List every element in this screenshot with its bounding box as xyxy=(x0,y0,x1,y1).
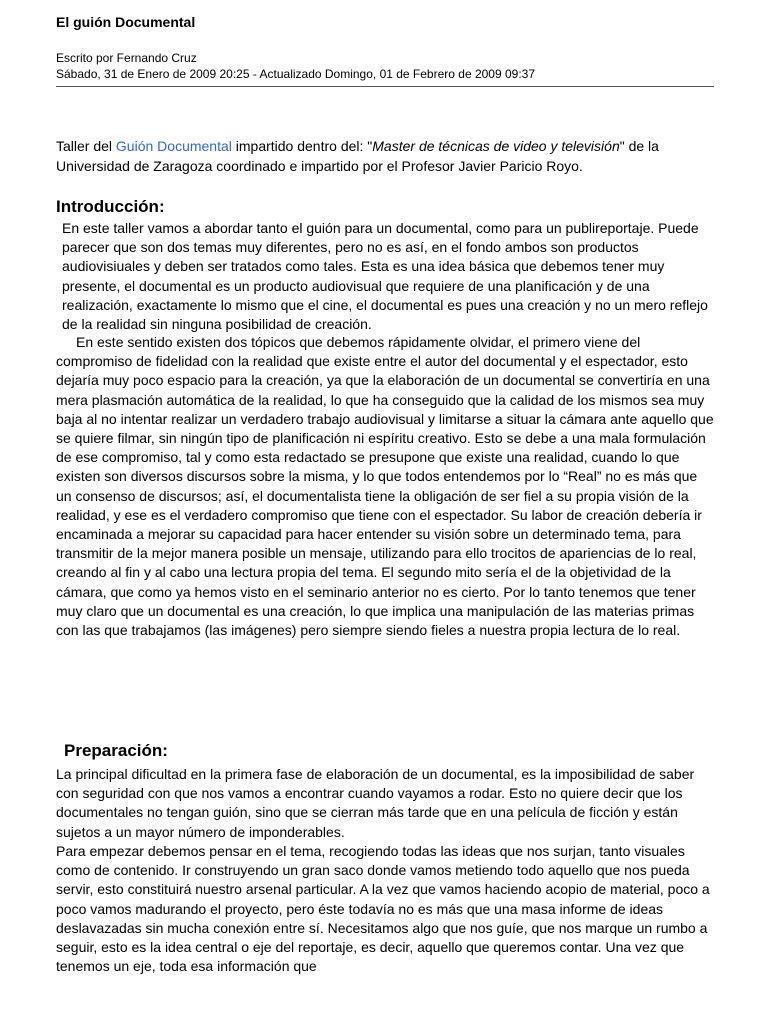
intro-middle: impartido dentro del: " xyxy=(231,138,373,154)
section-heading-introduccion: Introducción: xyxy=(56,197,165,216)
introduccion-text-2: En este sentido existen dos tópicos que debemos rápidamente olvidar, el primero viene del compromiso de fidelidad con la realidad que existe entre el autor del documental y el espectador, esto dejaría muy poco espacio para la creación, ya que la elaboración de un documental se convertiría en una mera plasmación automática de la realidad, lo que ha conseguido que la calidad de los mismos sea muy baja al no intentar realizar un verdadero trabajo audiovisual y limitarse a situar la cámara ante aquello que se quiere filmar, sin ningún tipo de planificación ni espíritu creativo. Esto se debe a una mala formulación de ese compromiso, tal y como esta redactado se presupone que existe una realidad, cuando lo que existen son diversos discursos sobre la misma, y lo que todos entendemos por lo “Real” no es más que un consenso de discursos; así, el documentalista tiene la obligación de ser fiel a su propia visión de la realidad, y ese es el verdadero compromiso que tiene con el espectador. Su labor de creación debería ir encaminada a mejorar su capacidad para hacer entender su visión sobre un determinado tema, para transmitir de la mejor manera posible un mensaje, utilizando para ello trocitos de apariencias de lo real, creando al fin y al cabo una lectura propia del tema. El segundo mito sería el de la objetividad de la cámara, que como ya hemos visto en el seminario anterior no es cierto. Por lo tanto tenemos que tener muy claro que un documental es una creación, lo que implica una manipulación de las materias primas con las que trabajamos (las imágenes) pero siempre siendo fieles a nuestra propia lectura de lo real. xyxy=(56,334,714,639)
header-divider xyxy=(56,86,714,87)
preparacion-paragraph-2: Para empezar debemos pensar en el tema, recogiendo todas las ideas que nos surjan, tanto visuales como de contenido. Ir construyendo un gran saco donde vamos metiendo todo aquello que nos pueda servir, esto constituirá nuestro arsenal particular. A la vez que vamos haciendo acopio de material, poco a poco vamos madurando el proyecto, pero éste todavía no es más que una masa informe de ideas deslavazadas sin mucha conexión entre sí. Necesitamos algo que nos guíe, que nos marque un rumbo a seguir, esto es la idea central o eje del reportaje, es decir, aquello que queremos contar. Una vez que tenemos un eje, toda esa información que xyxy=(56,843,710,975)
section-heading-preparacion: Preparación: xyxy=(64,741,168,760)
author-line: Escrito por Fernando Cruz xyxy=(56,51,197,65)
introduccion-paragraph-2 xyxy=(56,333,716,640)
master-title: Master de técnicas de video y televisión xyxy=(372,138,620,154)
intro-paragraph xyxy=(56,136,716,176)
introduccion-text-1: En este taller vamos a abordar tanto el guión para un documental, como para un publireportaje. Puede parecer que son dos temas muy diferentes, pero no es así, en el fondo ambos son productos audiovisiuales y deben ser tratados como tales. Esta es una idea básica que debemos tener muy presente, el documental es un producto audiovisual que requiere de una planificación y de una realización, exactamente lo mismo que el cine, el documental es pues una creación y no un mero reflejo de la realidad sin ninguna posibilidad de creación. xyxy=(62,220,708,333)
intro-prefix: Taller del xyxy=(56,138,116,154)
intro-suffix: " de la Universidad de Zaragoza coordinado e impartido por el Profesor Javier Paricio Royo. xyxy=(56,138,659,174)
document-title: El guión Documental xyxy=(56,14,196,30)
introduccion-paragraph-1 xyxy=(56,219,722,334)
guion-documental-link[interactable]: Guión Documental xyxy=(115,138,232,154)
date-line: Sábado, 31 de Enero de 2009 20:25 - Actualizado Domingo, 01 de Febrero de 2009 09:37 xyxy=(56,67,536,81)
preparacion-paragraph-1: La principal dificultad en la primera fase de elaboración de un documental, es la imposibilidad de saber con seguridad con que nos vamos a encontrar cuando vayamos a rodar. Esto no quiere decir que los documentales no tengan guión, sino que se cierran más tarde que en una película de ficción y están sujetos a un mayor número de imponderables. xyxy=(56,766,695,840)
